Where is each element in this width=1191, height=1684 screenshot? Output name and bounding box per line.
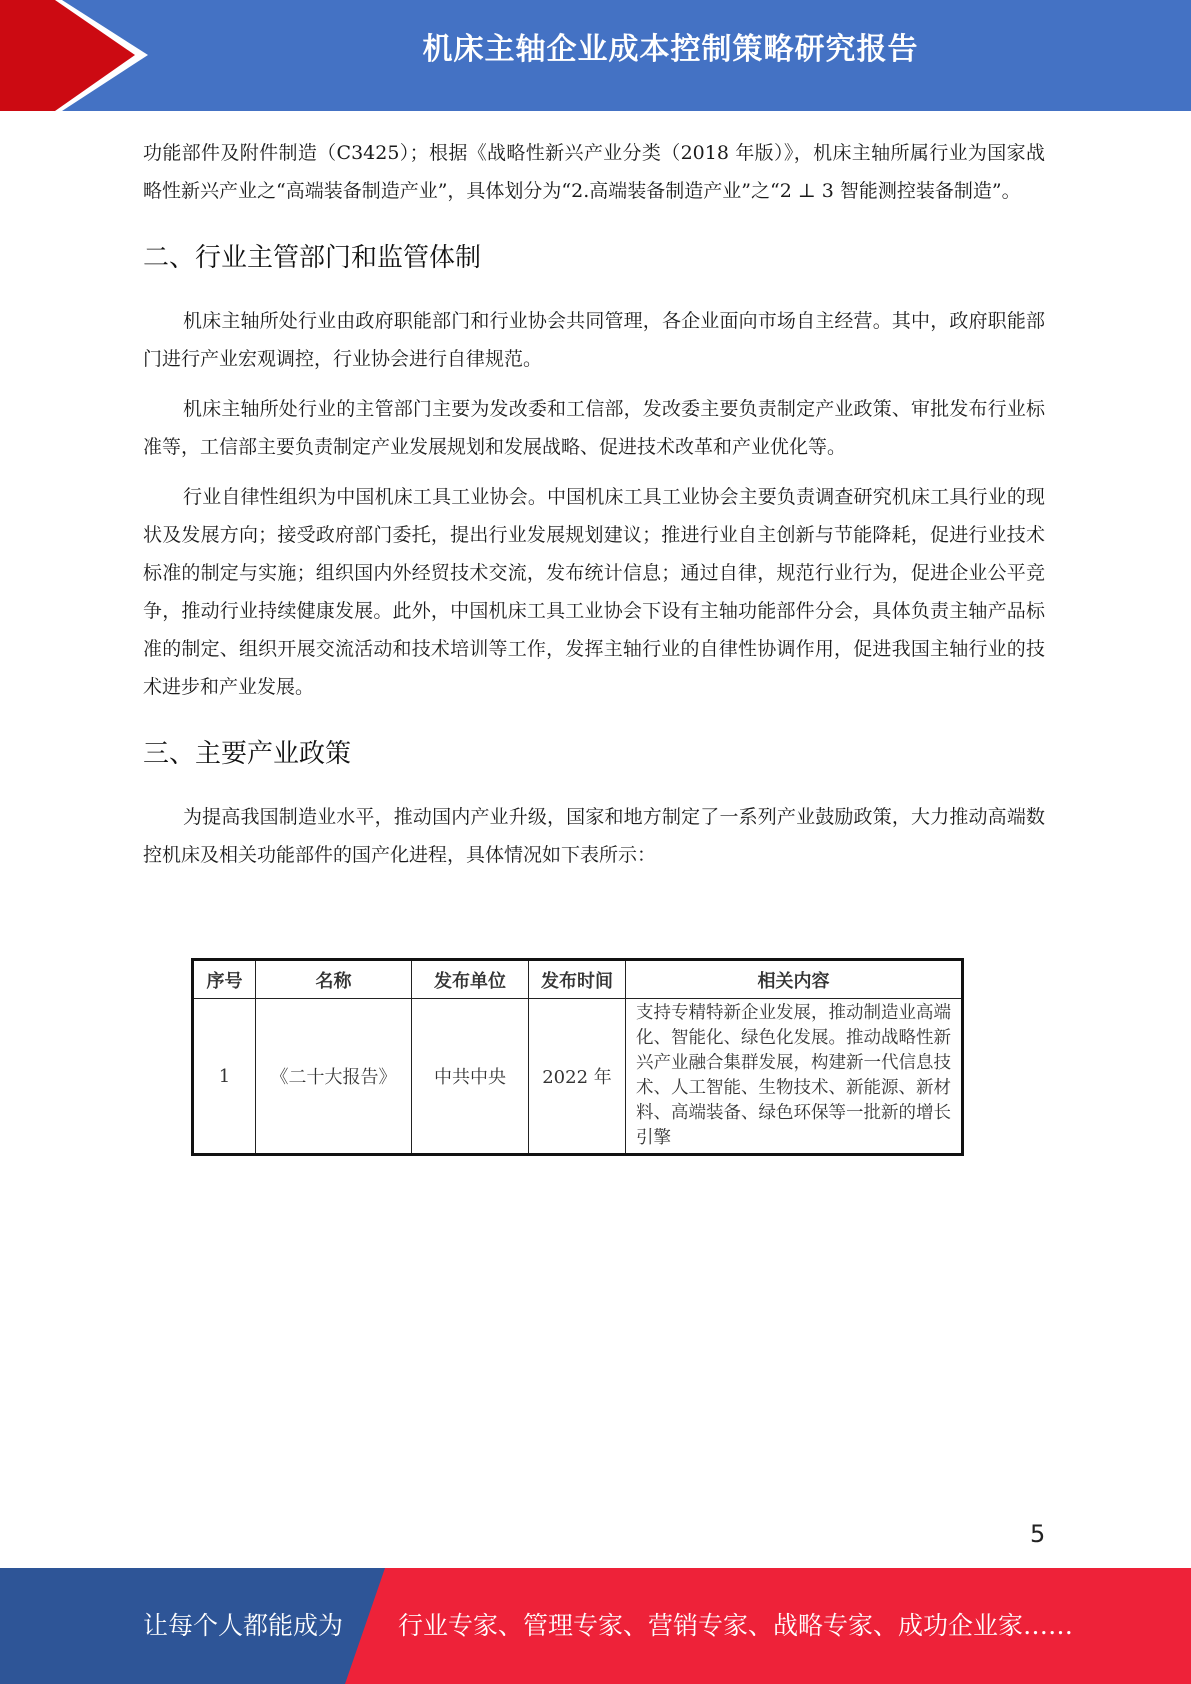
intro-paragraph: 功能部件及附件制造（C3425）；根据《战略性新兴产业分类（2018 年版）》，机床主轴所属行业为国家战略性新兴产业之“高端装备制造产业”，具体划分为“2.高端装备制造产业”之“2 ⊥ 3 智能测控装备制造”。 (143, 142, 1045, 202)
policy-paragraph: 为提高我国制造业水平，推动国内产业升级，国家和地方制定了一系列产业鼓励政策，大力推动高端数控机床及相关功能部件的国产化进程，具体情况如下表所示： (143, 806, 1045, 866)
page-footer (0, 1568, 1191, 1684)
regulation-paragraph-1: 机床主轴所处行业由政府职能部门和行业协会共同管理，各企业面向市场自主经营。其中，政府职能部门进行产业宏观调控，行业协会进行自律规范。 (143, 310, 1045, 370)
policy-table-container (191, 958, 961, 1156)
cell-index: 1 (193, 999, 256, 1155)
column-header-issuer: 发布单位 (412, 960, 529, 999)
column-header-index: 序号 (193, 960, 256, 999)
cell-date: 2022 年 (529, 999, 626, 1155)
table-row (193, 999, 963, 1155)
column-header-content: 相关内容 (626, 960, 963, 999)
section-heading-regulation: 二、行业主管部门和监管体制 (143, 243, 482, 273)
footer-slogan-right: 行业专家、管理专家、营销专家、战略专家、成功企业家…… (398, 1611, 1074, 1640)
main-content (143, 134, 1045, 874)
regulation-paragraph-3: 行业自律性组织为中国机床工具工业协会。中国机床工具工业协会主要负责调查研究机床工具行业的现状及发展方向；接受政府部门委托，提出行业发展规划建议；推进行业自主创新与节能降耗，促进行业技术标准的制定与实施；组织国内外经贸技术交流，发布统计信息；通过自律，规范行业行为，促进企业公平竞争，推动行业持续健康发展。此外，中国机床工具工业协会下设有主轴功能部件分会，具体负责主轴产品标准的制定、组织开展交流活动和技术培训等工作，发挥主轴行业的自律性协调作用，促进我国主轴行业的技术进步和产业发展。 (143, 486, 1045, 698)
cell-content: 支持专精特新企业发展，推动制造业高端化、智能化、绿色化发展。推动战略性新兴产业融合集群发展，构建新一代信息技术、人工智能、生物技术、新能源、新材料、高端装备、绿色环保等一批新的增长引擎 (626, 999, 963, 1155)
regulation-paragraph-2: 机床主轴所处行业的主管部门主要为发改委和工信部，发改委主要负责制定产业政策、审批发布行业标准等，工信部主要负责制定产业发展规划和发展战略、促进技术改革和产业优化等。 (143, 398, 1045, 458)
column-header-name: 名称 (256, 960, 412, 999)
cell-issuer: 中共中央 (412, 999, 529, 1155)
table-header-row (193, 960, 963, 999)
cell-name: 《二十大报告》 (256, 999, 412, 1155)
header-arrow-decoration (0, 0, 160, 111)
page-number: 5 (1030, 1520, 1046, 1548)
page-header (0, 0, 1191, 111)
policy-table (191, 958, 964, 1156)
column-header-date: 发布时间 (529, 960, 626, 999)
footer-slogan-left: 让每个人都能成为 (143, 1611, 344, 1640)
section-heading-policy: 三、主要产业政策 (143, 739, 352, 769)
report-title: 机床主轴企业成本控制策略研究报告 (422, 32, 919, 67)
